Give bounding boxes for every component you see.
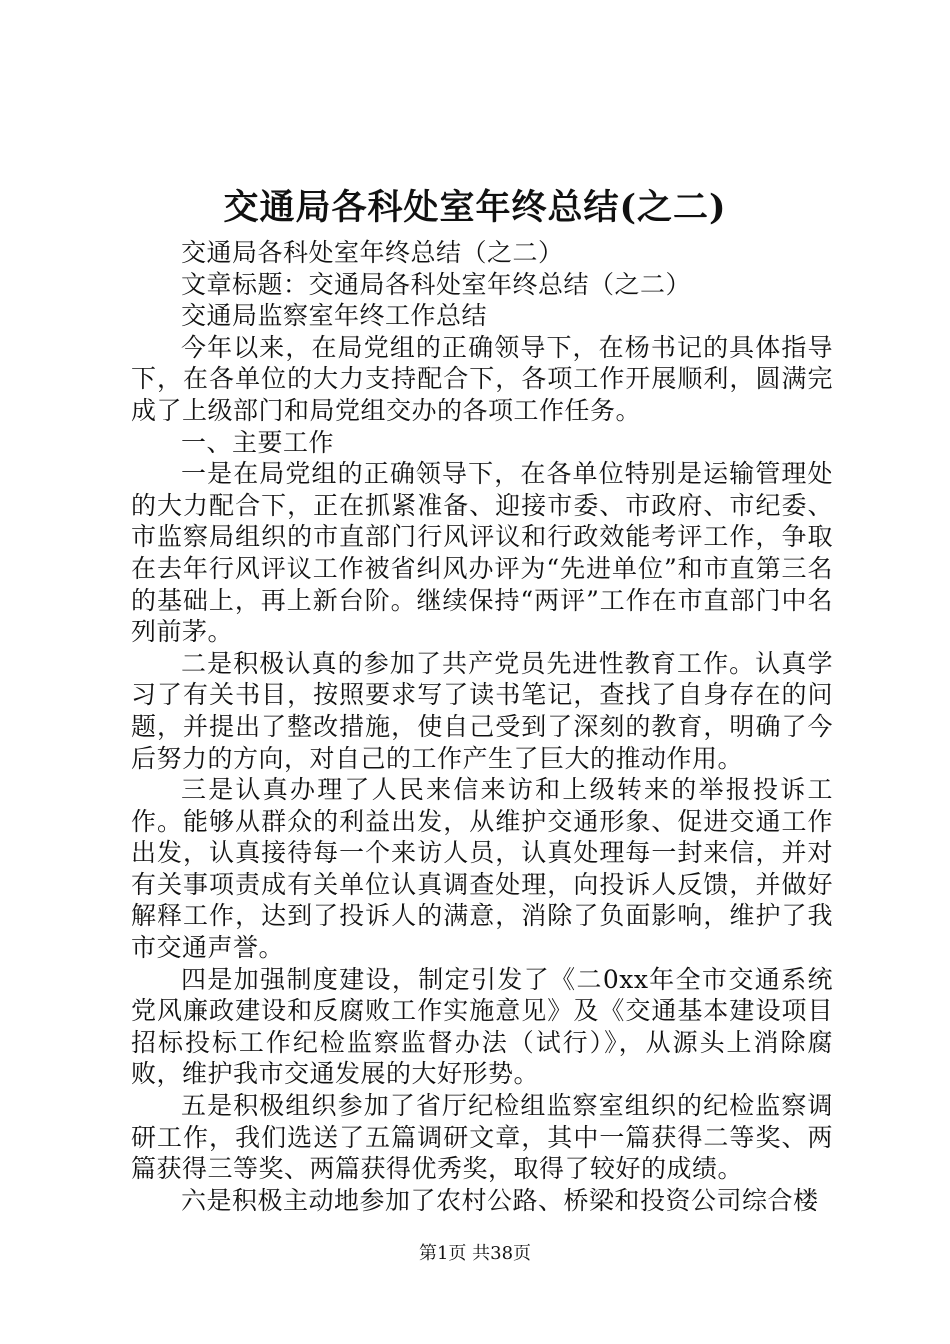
paragraph-item-2: 二是积极认真的参加了共产党员先进性教育工作。认真学习了有关书目，按照要求写了读书笔记，查找了自身存在的问题，并提出了整改措施，使自己受到了深刻的教育，明确了今后努力的方向，对自己的工作产生了巨大的推动作用。 — [131, 648, 833, 773]
paragraph-item-5: 五是积极组织参加了省厅纪检组监察室组织的纪检监察调研工作，我们选送了五篇调研文章，其中一篇获得二等奖、两篇获得三等奖、两篇获得优秀奖，取得了较好的成绩。 — [131, 1091, 833, 1184]
paragraph-main-work-heading: 一、主要工作 — [181, 427, 335, 457]
paragraph-item-3: 三是认真办理了人民来信来访和上级转来的举报投诉工作。能够从群众的利益出发，从维护交通形象、促进交通工作出发，认真接待每一个来访人员，认真处理每一封来信，并对有关事项责成有关单位认真调查处理，向投诉人反馈，并做好解释工作，达到了投诉人的满意，消除了负面影响，维护了我市交通声誉。 — [131, 775, 833, 963]
paragraph-item-6: 六是积极主动地参加了农村公路、桥梁和投资公司综合楼 — [181, 1185, 819, 1215]
paragraph-item-1: 一是在局党组的正确领导下，在各单位特别是运输管理处的大力配合下，正在抓紧准备、迎接市委、市政府、市纪委、市监察局组织的市直部门行风评议和行政效能考评工作，争取在去年行风评议工作被省纠风办评为“先进单位”和市直第三名的基础上，再上新台阶。继续保持“两评”工作在市直部门中名列前茅。 — [131, 459, 833, 647]
paragraph-item-4: 四是加强制度建设，制定引发了《二0xx年全市交通系统党风廉政建设和反腐败工作实施意见》及《交通基本建设项目招标投标工作纪检监察监督办法（试行）》，从源头上消除腐败，维护我市交通发展的大好形势。 — [131, 964, 833, 1089]
document-body — [131, 237, 833, 1216]
paragraph-subtitle: 交通局各科处室年终总结（之二） — [181, 238, 564, 267]
paragraph-article-title: 文章标题：交通局各科处室年终总结（之二） — [181, 269, 692, 299]
page-footer — [0, 1240, 950, 1268]
page-number: 第1页 共38页 — [418, 1243, 532, 1264]
document-title: 交通局各科处室年终总结(之二) — [223, 187, 727, 228]
paragraph-intro: 今年以来，在局党组的正确领导下，在杨书记的具体指导下，在各单位的大力支持配合下，各项工作开展顺利，圆满完成了上级部门和局党组交办的各项工作任务。 — [131, 332, 833, 425]
paragraph-section-heading: 交通局监察室年终工作总结 — [181, 301, 488, 331]
